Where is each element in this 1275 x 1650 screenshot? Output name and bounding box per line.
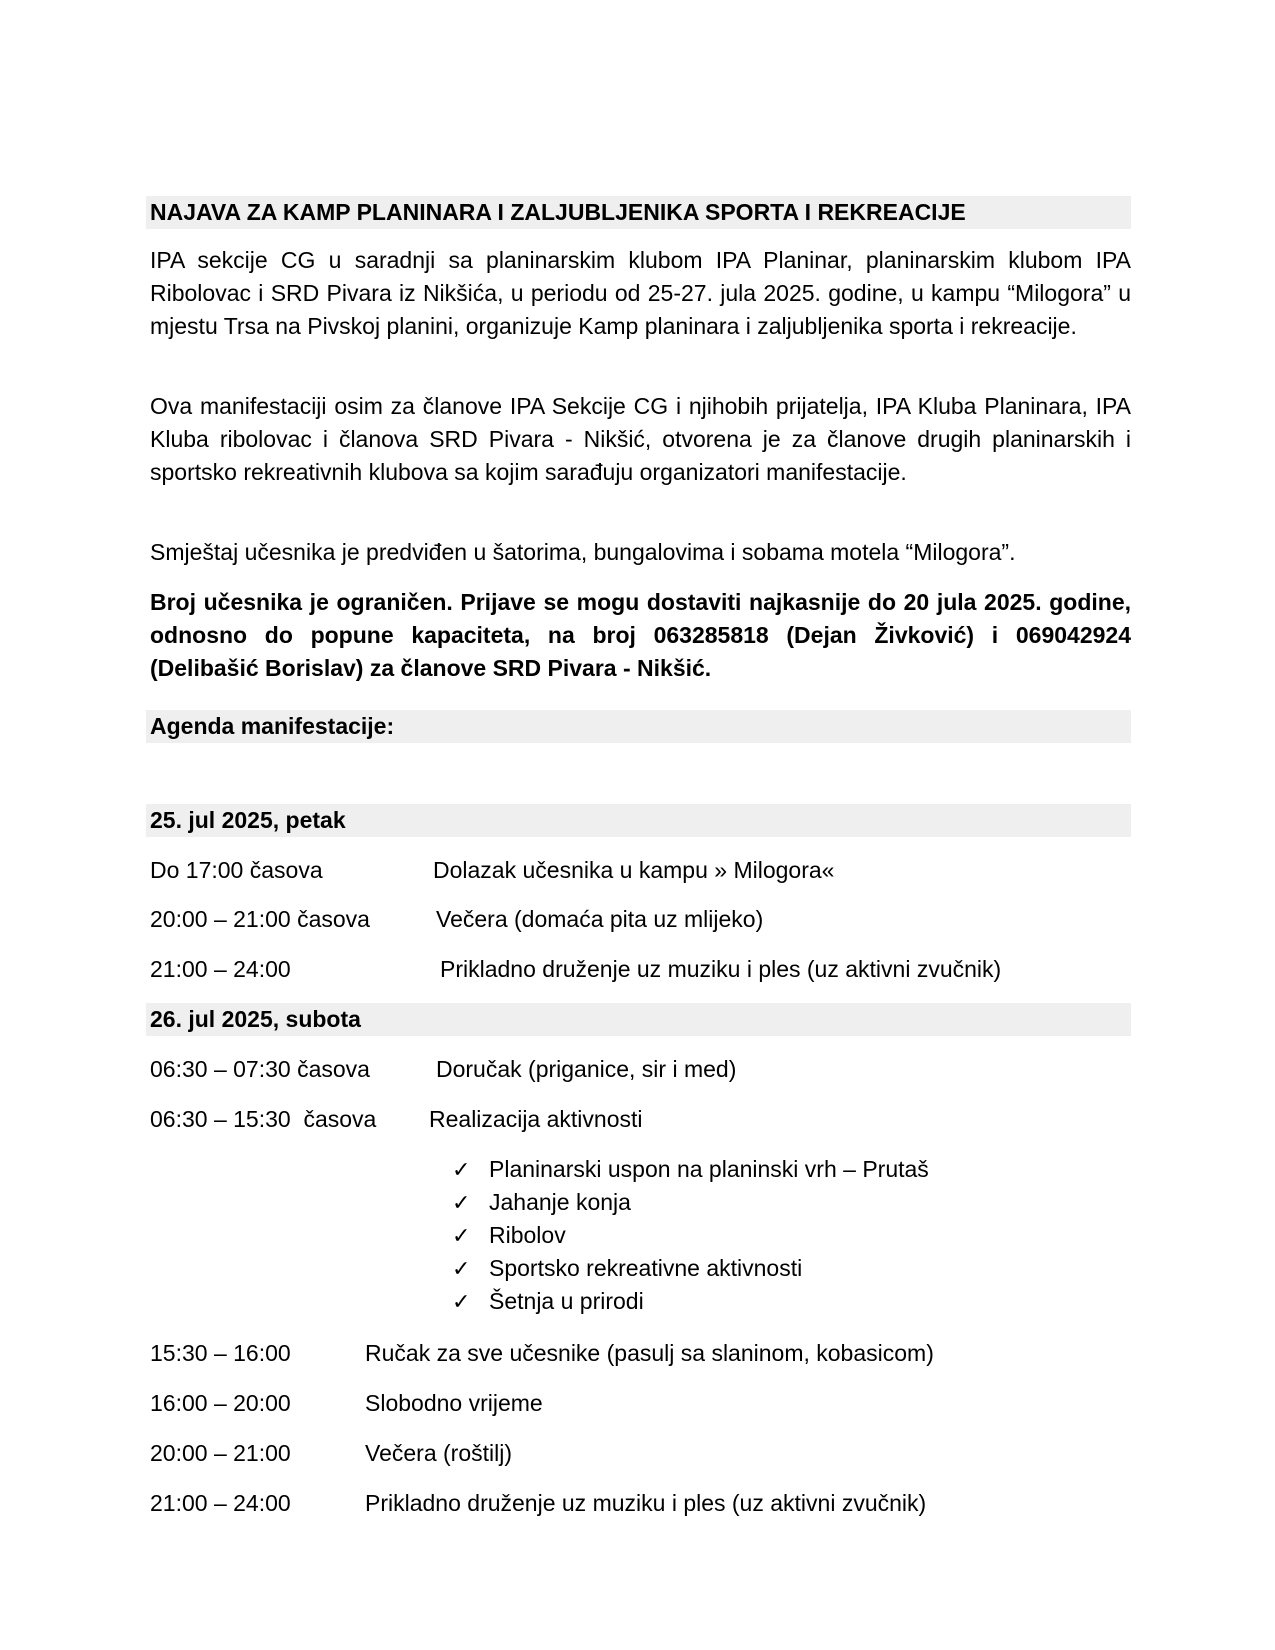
- day1-activity: Prikladno druženje uz muziku i ples (uz aktivni zvučnik): [440, 956, 1002, 982]
- checkmark-icon: ✓: [452, 1256, 471, 1281]
- day2-activity: Ručak za sve učesnike (pasulj sa slaninom, kobasicom): [365, 1340, 934, 1366]
- activity-list-item: Jahanje konja: [489, 1189, 631, 1215]
- activity-list-item: Ribolov: [489, 1222, 566, 1248]
- checkmark-icon: ✓: [452, 1157, 471, 1182]
- day2-activity: Večera (roštilj): [365, 1440, 512, 1466]
- activity-list-item: Šetnja u prirodi: [489, 1288, 644, 1314]
- day1-activity: Večera (domaća pita uz mlijeko): [436, 906, 764, 932]
- day2-activity: Prikladno druženje uz muziku i ples (uz aktivni zvučnik): [365, 1490, 927, 1516]
- agenda-title: Agenda manifestacije:: [150, 713, 395, 739]
- day2-activity: Doručak (priganice, sir i med): [436, 1056, 737, 1082]
- day2-time: 16:00 – 20:00: [150, 1390, 291, 1416]
- checkmark-icon: ✓: [452, 1223, 471, 1248]
- day2-activity: Slobodno vrijeme: [365, 1390, 543, 1416]
- activity-list-item: Sportsko rekreativne aktivnosti: [489, 1255, 803, 1281]
- intro-paragraph: IPA sekcije CG u saradnji sa planinarskim klubom IPA Planinar, planinarskim klubom IPA Ribolovac i SRD Pivara iz Nikšića, u periodu od 25-27. jula 2025. godine, u kampu “Milogora” u mjestu Trsa na Pivskoj planini, organizuje Kamp planinara i zaljubljenika sporta i rekreacije.: [150, 247, 1131, 339]
- day1-title: 25. jul 2025, petak: [150, 807, 346, 833]
- day1-time: Do 17:00 časova: [150, 857, 323, 883]
- page-title: NAJAVA ZA KAMP PLANINARA I ZALJUBLJENIKA SPORTA I REKREACIJE: [150, 199, 966, 225]
- checkmark-icon: ✓: [452, 1190, 471, 1215]
- day1-time: 21:00 – 24:00: [150, 956, 291, 982]
- accommodation-paragraph: Smještaj učesnika je predviđen u šatorima, bungalovima i sobama motela “Milogora”.: [150, 539, 1016, 565]
- day2-time: 15:30 – 16:00: [150, 1340, 291, 1366]
- day2-time: 06:30 – 07:30 časova: [150, 1056, 370, 1082]
- activity-list-item: Planinarski uspon na planinski vrh – Prutaš: [489, 1156, 929, 1182]
- day2-activity: Realizacija aktivnosti: [429, 1106, 643, 1132]
- day2-time: 06:30 – 15:30 časova: [150, 1106, 377, 1132]
- day2-time: 21:00 – 24:00: [150, 1490, 291, 1516]
- registration-notice: Broj učesnika je ograničen. Prijave se mogu dostaviti najkasnije do 20 jula 2025. godine, odnosno do popune kapaciteta, na broj 063285818 (Dejan Živković) i 069042924 (Delibašić Borislav) za članove SRD Pivara - Nikšić.: [150, 589, 1131, 681]
- checkmark-icon: ✓: [452, 1289, 471, 1314]
- day1-activity: Dolazak učesnika u kampu » Milogora«: [433, 857, 835, 883]
- eligibility-paragraph: Ova manifestaciji osim za članove IPA Sekcije CG i njihobih prijatelja, IPA Kluba Planinara, IPA Kluba ribolovac i članova SRD Pivara - Nikšić, otvorena je za članove drugih planinarskih i sportsko rekreativnih klubova sa kojim sarađuju organizatori manifestacije.: [150, 393, 1131, 485]
- day2-time: 20:00 – 21:00: [150, 1440, 291, 1466]
- day2-title: 26. jul 2025, subota: [150, 1006, 361, 1032]
- day1-time: 20:00 – 21:00 časova: [150, 906, 370, 932]
